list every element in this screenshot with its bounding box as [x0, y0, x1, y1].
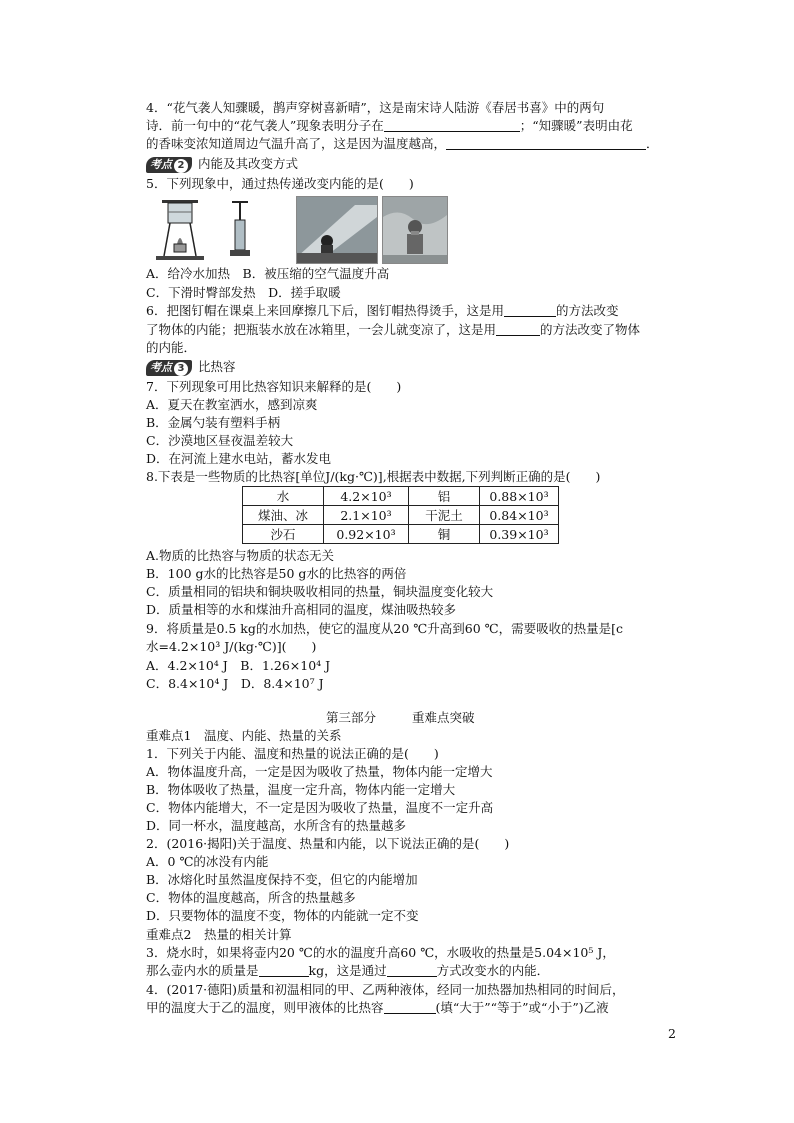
section-part: 第三部分	[326, 710, 377, 725]
q4-line2b: ；“知骤暖”表明由花	[519, 118, 633, 133]
s1-stem: 1．下列关于内能、温度和热量的说法正确的是( )	[146, 746, 439, 761]
q5-options-ab: A．给冷水加热 B．被压缩的空气温度升高	[146, 266, 390, 281]
s2-stem: 2．(2016·揭阳)关于温度、热量和内能，以下说法正确的是( )	[146, 836, 510, 851]
q7-option-b: B．金属勺装有塑料手柄	[146, 415, 281, 430]
s1-option-d: D．同一杯水，温度越高，水所含有的热量越多	[146, 818, 407, 833]
q4-blank2[interactable]	[446, 135, 646, 150]
s3-blank1[interactable]	[259, 962, 309, 977]
table-cell: 铜	[409, 525, 480, 544]
q9-line1: 9．将质量是0.5 kg的水加热，使它的温度从20 ℃升高到60 ℃，需要吸收的热量是[c	[146, 621, 623, 636]
q5-options-cd: C．下滑时臀部发热 D．搓手取暖	[146, 285, 341, 300]
table-cell: 4.2×10³	[324, 487, 409, 506]
s2-option-a: A．0 ℃的冰没有内能	[146, 854, 269, 869]
kaodian-title: 内能及其改变方式	[198, 156, 299, 171]
table-cell: 干泥土	[409, 506, 480, 525]
q4-line3a: 的香味变浓知道周边气温升高了，这是因为温度越高，	[146, 136, 447, 151]
table-row	[243, 487, 559, 506]
s3-blank2[interactable]	[387, 962, 437, 977]
table-row	[243, 525, 559, 544]
q4-line1: 4．“花气袭人知骤暖，鹊声穿树喜新晴”，这是南宋诗人陆游《春居书喜》中的两句	[146, 100, 605, 115]
q7-option-c: C．沙漠地区昼夜温差较大	[146, 433, 294, 448]
s1-option-c: C．物体内能增大，不一定是因为吸收了热量，温度不一定升高	[146, 800, 494, 815]
q8-stem: 8.下表是一些物质的比热容[单位J/(kg·℃)],根据表中数据,下列判断正确的是( )	[146, 469, 601, 484]
rubbing-hands-image	[382, 196, 448, 264]
s3-line2: 那么壶内水的质量是 kg，这是通过 方式改变水的内能．	[146, 963, 550, 978]
table-cell: 水	[243, 487, 324, 506]
specific-heat-table	[242, 486, 559, 544]
q4-line2a: 诗．前一句中的“花气袭人”现象表明分子在	[146, 118, 384, 133]
section-heading	[326, 708, 475, 726]
kaodian-2-heading	[146, 155, 298, 173]
s4-blank1[interactable]	[384, 999, 436, 1014]
q8-option-a: A.物质的比热容与物质的状态无关	[146, 548, 335, 563]
s1-option-a: A．物体温度升高，一定是因为吸收了热量，物体内能一定增大	[146, 764, 493, 779]
q5-stem: 5．下列现象中，通过热传递改变内能的是( )	[146, 176, 414, 191]
q9-line2: 水=4.2×10³ J/(kg·℃)]( )	[146, 639, 317, 654]
q6-line3: 的内能．	[146, 340, 197, 355]
q6-blank2[interactable]	[496, 321, 540, 336]
kaodian-badge: 考点 2	[146, 157, 192, 173]
s1-option-b: B．物体吸收了热量，温度一定升高，物体内能一定增大	[146, 782, 456, 797]
s4-line2: 甲的温度大于乙的温度，则甲液体的比热容 (填“大于”“等于”或“小于”)乙液	[146, 1000, 609, 1015]
table-cell: 0.92×10³	[324, 525, 409, 544]
q6-line1: 6．把图钉帽在课桌上来回摩擦几下后，图钉帽热得烫手，这是用 的方法改变	[146, 303, 619, 318]
s2-option-d: D．只要物体的温度不变，物体的内能就一定不变	[146, 908, 419, 923]
q8-option-b: B．100 g水的比热容是50 g水的比热容的两倍	[146, 566, 407, 581]
s4-line1: 4．(2017·德阳)质量和初温相同的甲、乙两种液体，经同一加热器加热相同的时间后，	[146, 982, 625, 997]
q4-blank1[interactable]	[384, 117, 520, 132]
beaker-heating-image	[150, 196, 210, 262]
kaodian-badge: 考点 3	[146, 360, 192, 376]
slide-image	[296, 196, 378, 264]
q7-option-d: D．在河流上建水电站，蓄水发电	[146, 451, 332, 466]
q9-options-ab: A．4.2×10⁴ J B．1.26×10⁴ J	[146, 658, 331, 673]
zhongnan-1-heading: 重难点1 温度、内能、热量的关系	[146, 728, 342, 743]
table-cell: 0.39×10³	[480, 525, 559, 544]
kaodian-3-heading	[146, 358, 236, 376]
q8-option-c: C．质量相同的铝块和铜块吸收相同的热量，铜块温度变化较大	[146, 584, 494, 599]
q8-option-d: D．质量相等的水和煤油升高相同的温度，煤油吸热较多	[146, 602, 457, 617]
table-cell: 煤油、冰	[243, 506, 324, 525]
q4-line2	[146, 116, 666, 136]
q6-line2: 了物体的内能；把瓶装水放在冰箱里，一会儿就变凉了，这是用 的方法改变了物体	[146, 322, 641, 337]
q4-line3	[146, 134, 666, 154]
q9-options-cd: C．8.4×10⁴ J D．8.4×10⁷ J	[146, 676, 324, 691]
s2-option-c: C．物体的温度越高，所含的热量越多	[146, 890, 356, 905]
page-number: 2	[668, 1026, 676, 1041]
kaodian-title: 比热容	[198, 359, 236, 374]
table-row	[243, 506, 559, 525]
table-cell: 沙石	[243, 525, 324, 544]
air-compression-image	[226, 196, 254, 262]
zhongnan-2-heading: 重难点2 热量的相关计算	[146, 927, 292, 942]
q7-option-a: A．夏天在教室洒水，感到凉爽	[146, 397, 318, 412]
table-cell: 铝	[409, 487, 480, 506]
table-cell: 0.84×10³	[480, 506, 559, 525]
section-title: 重难点突破	[412, 710, 475, 725]
s3-line1: 3．烧水时，如果将壶内20 ℃的水的温度升高60 ℃，水吸收的热量是5.04×10⁵ J，	[146, 945, 615, 960]
s2-option-b: B．冰熔化时虽然温度保持不变，但它的内能增加	[146, 872, 418, 887]
q4-line3b: ．	[646, 136, 659, 151]
table-cell: 2.1×10³	[324, 506, 409, 525]
q6-blank1[interactable]	[504, 302, 556, 317]
q7-stem: 7．下列现象可用比热容知识来解释的是( )	[146, 379, 402, 394]
table-cell: 0.88×10³	[480, 487, 559, 506]
